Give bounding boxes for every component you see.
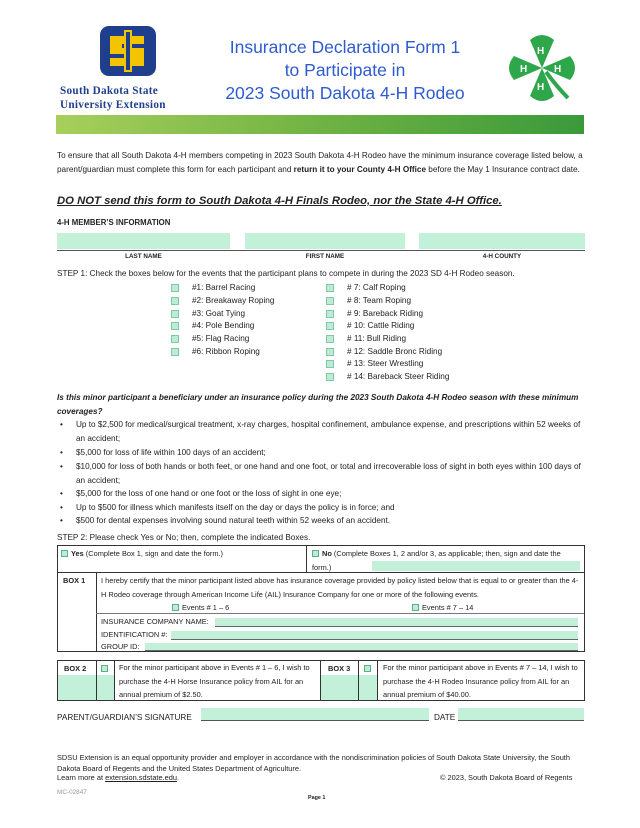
- event-checkbox[interactable]: [171, 346, 260, 357]
- title-line1: Insurance Declaration Form 1: [229, 37, 461, 57]
- header-green-bar: [56, 115, 584, 134]
- box3-text: For the minor participant above in Events # 7 – 14, I wish to purchase the 4-H Rodeo Insurance policy from AIL for an annual premium of $40.00.: [383, 663, 578, 700]
- no-note: (Complete Boxes 1, 2 and/or 3, as applicable; then, sign and date the form.): [312, 549, 561, 572]
- first-name-label: FIRST NAME: [305, 253, 345, 260]
- event-checkbox[interactable]: [326, 333, 406, 344]
- events-7-14-label: Events # 7 – 14: [422, 603, 474, 612]
- sdsu-extension-logo: [58, 22, 198, 114]
- sdsu-logo-mark-icon: [96, 22, 160, 80]
- box3-fill[interactable]: [321, 675, 358, 700]
- coverage-item: • Up to $2,500 for medical/surgical treatment, x-ray charges, hospital confinement, ambulance expense, and prescriptions within 52 weeks of an accident;: [60, 420, 581, 444]
- yes-label: Yes: [71, 549, 84, 558]
- parent-signature-label: PARENT/GUARDIAN’S SIGNATURE: [57, 713, 192, 722]
- event-checkbox[interactable]: [326, 358, 423, 369]
- coverage-item: • Up to $500 for illness which manifests itself on the day or days the policy is in force; and: [60, 503, 395, 512]
- learn-more: [57, 773, 179, 783]
- date-underline: [458, 720, 584, 721]
- events-1-6-label: Events # 1 – 6: [182, 603, 230, 612]
- yes-checkbox[interactable]: [61, 550, 68, 557]
- checkbox[interactable]: [326, 335, 334, 343]
- yes-option[interactable]: [61, 547, 301, 561]
- event-checkbox[interactable]: [171, 282, 255, 293]
- event-checkbox[interactable]: [326, 282, 406, 293]
- svg-text:H: H: [537, 46, 545, 57]
- parent-signature-input[interactable]: [201, 708, 429, 720]
- svg-text:H: H: [537, 82, 545, 93]
- checkbox[interactable]: [171, 348, 179, 356]
- table-border: [57, 545, 585, 546]
- coverage-question: Is this minor participant a beneficiary under an insurance policy during the 2023 South Dakota 4-H Rodeo season with these minimum coverages?: [57, 393, 579, 416]
- checkbox[interactable]: [326, 373, 334, 381]
- table-border: [57, 545, 58, 652]
- county-input[interactable]: [419, 233, 585, 249]
- first-name-input[interactable]: [245, 233, 405, 249]
- table-border: [584, 660, 585, 701]
- table-border: [96, 572, 97, 652]
- logo-text-line1: South Dakota State: [60, 85, 159, 97]
- page-number: Page 1: [308, 795, 326, 801]
- table-border: [377, 660, 378, 701]
- checkbox[interactable]: [326, 284, 334, 292]
- step1-instructions: STEP 1: Check the boxes below for the events that the participant plans to compete in during the 2023 SD 4-H Rodeo season.: [57, 269, 515, 278]
- extension-link[interactable]: extension.sdstate.edu: [105, 773, 177, 782]
- coverage-item: • $500 for dental expenses involving sound natural teeth within 52 weeks of an accident.: [60, 516, 391, 525]
- warning-text: DO NOT send this form to South Dakota 4-H Finals Rodeo, nor the State 4-H Office.: [57, 195, 502, 207]
- no-field[interactable]: [372, 561, 580, 571]
- event-label: #5: Flag Racing: [192, 334, 250, 343]
- learn-suffix: .: [176, 773, 180, 782]
- events-1-6-checkbox[interactable]: [172, 604, 179, 611]
- coverage-item: • $5,000 for loss of life within 100 days of an accident;: [60, 448, 266, 457]
- field-underline: [145, 650, 578, 651]
- eeo-disclaimer: SDSU Extension is an equal opportunity provider and employer in accordance with the nondiscrimination policies of South Dakota State University, the South Dakota Board of Regents and the United States Department of Agriculture.: [57, 753, 570, 774]
- event-label: # 11: Bull Riding: [347, 334, 407, 343]
- identification-label: IDENTIFICATION #:: [101, 630, 168, 639]
- event-checkbox[interactable]: [326, 371, 449, 382]
- no-label: No: [322, 549, 332, 558]
- member-info-heading: 4-H MEMBER’S INFORMATION: [57, 218, 171, 227]
- step2-instructions: STEP 2: Please check Yes or No; then, complete the indicated Boxes.: [57, 533, 311, 542]
- intro-text-bold: return it to your County 4-H Office: [293, 165, 427, 175]
- checkbox[interactable]: [326, 322, 334, 330]
- event-checkbox[interactable]: [171, 320, 254, 331]
- intro-text-1: To ensure that all South Dakota 4-H members competing in 2023 South Dakota 4-H Rodeo have the minimum insurance coverage listed below, a parent/guardian must complete this form for each participant and: [57, 151, 583, 175]
- event-checkbox[interactable]: [326, 346, 442, 357]
- coverage-item: • $10,000 for loss of both hands or both feet, or one hand and one foot, or total and irrecoverable loss of sight in both eyes within 100 days of an accident;: [60, 462, 581, 486]
- event-label: #6: Ribbon Roping: [192, 347, 260, 356]
- box3-check-fill[interactable]: [359, 675, 377, 700]
- insurance-company-input[interactable]: [215, 618, 578, 626]
- identification-input[interactable]: [171, 631, 578, 639]
- table-border: [114, 660, 115, 701]
- last-name-input[interactable]: [57, 233, 230, 249]
- form-id: MC-02847: [57, 789, 87, 796]
- checkbox[interactable]: [171, 322, 179, 330]
- box3-label: BOX 3: [328, 664, 351, 673]
- group-id-label: GROUP ID:: [101, 642, 140, 651]
- field-underline: [215, 626, 578, 627]
- box2-label: BOX 2: [64, 664, 87, 673]
- box2-fill[interactable]: [58, 675, 96, 700]
- box2-text: For the minor participant above in Events # 1 – 6, I wish to purchase the 4-H Horse Insurance policy from AIL for an annual premium of $2.50.: [119, 663, 310, 700]
- name-divider: [57, 250, 585, 251]
- checkbox[interactable]: [171, 284, 179, 292]
- county-label: 4-H COUNTY: [482, 253, 522, 260]
- box1-label: BOX 1: [63, 576, 86, 585]
- event-label: # 7: Calf Roping: [347, 283, 406, 292]
- insurance-company-label: INSURANCE COMPANY NAME:: [101, 617, 209, 626]
- svg-text:H: H: [554, 64, 562, 75]
- event-label: # 14: Bareback Steer Riding: [347, 372, 450, 381]
- event-checkbox[interactable]: [171, 333, 249, 344]
- event-label: # 10: Cattle Riding: [347, 321, 415, 330]
- date-label: DATE: [434, 713, 456, 722]
- logo-text-line2: University Extension: [60, 99, 166, 111]
- checkbox[interactable]: [326, 360, 334, 368]
- title-line3: 2023 South Dakota 4-H Rodeo: [225, 82, 465, 103]
- event-label: #1: Barrel Racing: [192, 283, 256, 292]
- events-7-14-checkbox[interactable]: [412, 604, 419, 611]
- box1-certification-text: I hereby certify that the minor participant listed above has insurance coverage provided by policy listed below that is equal to or greater than the 4-H Rodeo coverage through American Income Life (AIL) Insurance Company for one or more of the following events.: [101, 576, 579, 599]
- title-line2: to Participate in: [284, 59, 406, 80]
- box2-checkbox[interactable]: [101, 663, 108, 674]
- signature-underline: [201, 720, 429, 721]
- event-label: # 8: Team Roping: [347, 296, 412, 305]
- page-title: [205, 36, 485, 104]
- checkbox[interactable]: [326, 310, 334, 318]
- copyright: © 2023, South Dakota Board of Regents: [440, 773, 573, 782]
- event-label: #4: Pole Bending: [192, 321, 255, 330]
- no-checkbox[interactable]: [312, 550, 319, 557]
- event-label: # 13: Steer Wrestling: [347, 359, 424, 368]
- box2-check-fill[interactable]: [97, 675, 114, 700]
- svg-text:H: H: [520, 64, 528, 75]
- coverage-item: • $5,000 for the loss of one hand or one foot or the loss of sight in one eye;: [60, 489, 342, 498]
- event-checkbox[interactable]: [171, 308, 245, 319]
- learn-prefix: Learn more at: [57, 773, 106, 782]
- event-label: #3: Goat Tying: [192, 309, 246, 318]
- checkbox[interactable]: [171, 310, 179, 318]
- event-checkbox[interactable]: [326, 320, 414, 331]
- intro-paragraph: [57, 149, 585, 178]
- checkbox[interactable]: [171, 297, 179, 305]
- event-label: #2: Breakaway Roping: [192, 296, 275, 305]
- last-name-label: LAST NAME: [125, 253, 162, 260]
- event-label: # 12: Saddle Bronc Riding: [347, 347, 443, 356]
- event-checkbox[interactable]: [326, 295, 411, 306]
- group-id-input[interactable]: [145, 643, 578, 650]
- event-checkbox[interactable]: [326, 308, 423, 319]
- intro-text-2: before the May 1 Insurance contract date.: [426, 165, 580, 175]
- yes-note: (Complete Box 1, sign and date the form.): [83, 549, 224, 558]
- event-label: # 9: Bareback Riding: [347, 309, 424, 318]
- checkbox[interactable]: [326, 348, 334, 356]
- 4h-clover-icon: [506, 32, 578, 104]
- event-checkbox[interactable]: [171, 295, 274, 306]
- field-underline: [171, 639, 578, 640]
- box3-checkbox[interactable]: [364, 663, 371, 674]
- checkbox[interactable]: [171, 335, 179, 343]
- box1-divider: [96, 613, 584, 614]
- table-border: [584, 545, 585, 652]
- table-border: [306, 545, 307, 573]
- checkbox[interactable]: [326, 297, 334, 305]
- date-input[interactable]: [458, 708, 584, 720]
